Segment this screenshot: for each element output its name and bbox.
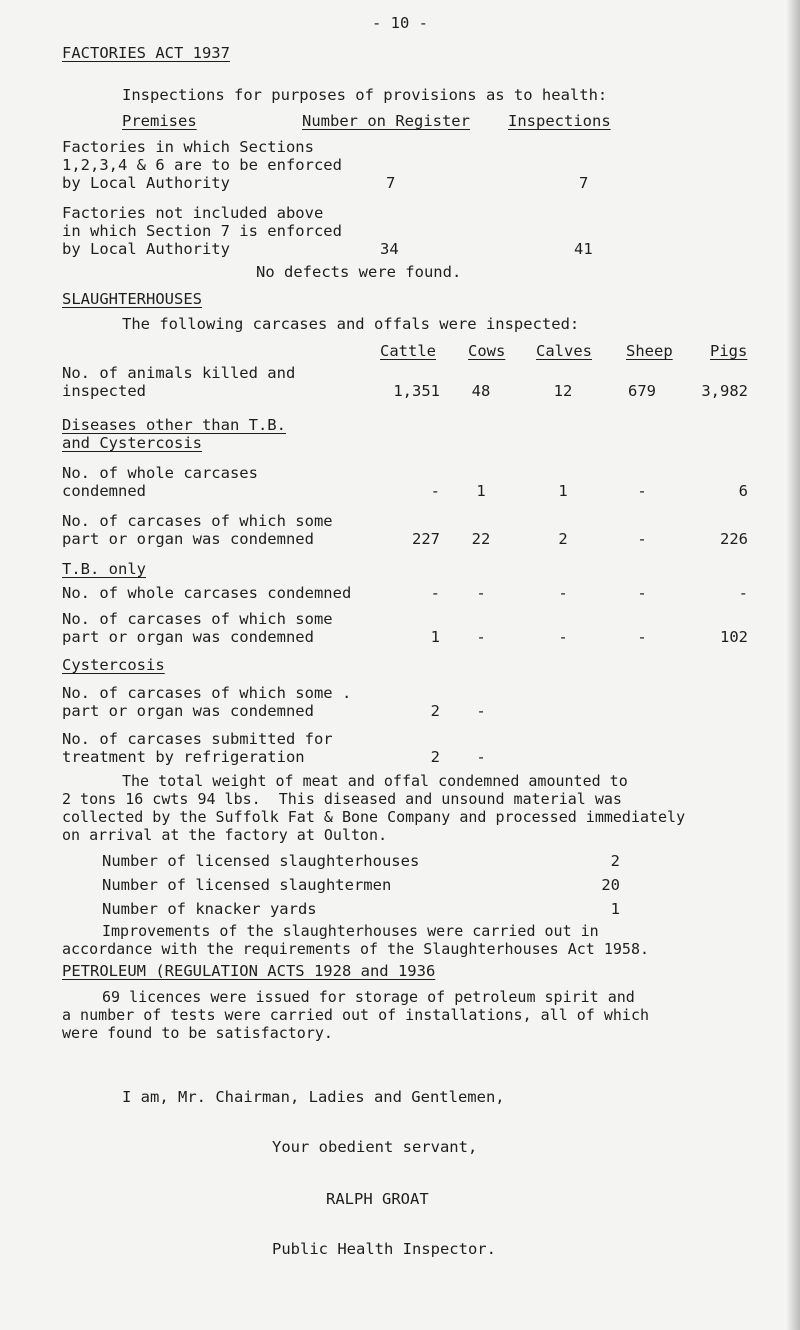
petroleum-para-line-3: were found to be satisfactory. [62,1024,333,1042]
col-cattle: Cattle [380,342,436,360]
tb-part-pigs: 102 [720,628,748,646]
factory-row-1-line-3: by Local Authority [62,174,230,192]
killed-label-line-1: No. of animals killed and [62,364,296,382]
count-slaughterhouses-label: Number of licensed slaughterhouses [102,852,420,870]
factory-row-1-line-2: 1,2,3,4 & 6 are to be enforced [62,156,342,174]
whole-condemned-pigs: 6 [738,482,748,500]
factory-row-2-inspections: 41 [574,240,593,258]
signatory-title: Public Health Inspector. [272,1240,496,1258]
killed-label-line-2: inspected [62,382,146,400]
factory-row-1-inspections: 7 [579,174,589,192]
improvements-line-1: Improvements of the slaughterhouses were carried out in [102,922,599,940]
factory-row-2-line-2: in which Section 7 is enforced [62,222,342,240]
col-inspections: Inspections [508,112,611,130]
factories-heading: FACTORIES ACT 1937 [62,44,230,62]
petroleum-para-line-2: a number of tests were carried out of installations, all of which [62,1006,649,1024]
part-condemned-line-1: No. of carcases of which some [62,512,333,530]
whole-condemned-line-1: No. of whole carcases [62,464,258,482]
part-condemned-calves: 2 [558,530,568,548]
closing-valediction: Your obedient servant, [272,1138,478,1156]
whole-condemned-calves: 1 [558,482,568,500]
part-condemned-sheep: - [637,530,647,548]
tb-whole-cows: - [476,584,486,602]
count-knacker-label: Number of knacker yards [102,900,317,918]
petroleum-para-line-1: 69 licences were issued for storage of petroleum spirit and [102,988,635,1006]
factory-row-1-line-1: Factories in which Sections [62,138,314,156]
killed-cattle: 1,351 [393,382,440,400]
cyst-refrig-cows: - [476,748,486,766]
part-condemned-line-2: part or organ was condemned [62,530,314,548]
tb-part-cattle: 1 [430,628,440,646]
diseases-heading-line-1: Diseases other than T.B. [62,416,286,434]
page-edge-shadow [786,0,800,1330]
tb-whole-calves: - [558,584,568,602]
col-premises: Premises [122,112,197,130]
tb-whole-pigs: - [738,584,748,602]
petroleum-heading: PETROLEUM (REGULATION ACTS 1928 and 1936 [62,962,436,980]
tb-whole-cattle: - [430,584,440,602]
col-register: Number on Register [302,112,470,130]
whole-condemned-line-2: condemned [62,482,146,500]
part-condemned-pigs: 226 [720,530,748,548]
whole-condemned-cattle: - [430,482,440,500]
total-para-line-1: The total weight of meat and offal condemned amounted to [122,772,628,790]
improvements-line-2: accordance with the requirements of the Slaughterhouses Act 1958. [62,940,649,958]
whole-condemned-cows: 1 [476,482,486,500]
cyst-refrig-cattle: 2 [430,748,440,766]
tb-part-line-1: No. of carcases of which some [62,610,333,628]
cyst-part-line-2: part or organ was condemned [62,702,314,720]
count-slaughterhouses-value: 2 [610,852,620,870]
whole-condemned-sheep: - [637,482,647,500]
cyst-part-line-1: No. of carcases of which some . [62,684,352,702]
tb-part-line-2: part or organ was condemned [62,628,314,646]
col-calves: Calves [536,342,592,360]
signatory-name: RALPH GROAT [326,1190,429,1208]
tb-heading: T.B. only [62,560,146,578]
factory-row-1-register: 7 [386,174,396,192]
killed-cows: 48 [471,382,491,400]
factories-intro: Inspections for purposes of provisions as to health: [122,86,608,104]
factory-row-2-line-3: by Local Authority [62,240,230,258]
factory-row-2-line-1: Factories not included above [62,204,324,222]
tb-whole-sheep: - [637,584,647,602]
killed-pigs: 3,982 [701,382,748,400]
slaughterhouses-intro: The following carcases and offals were inspected: [122,315,580,333]
total-para-line-3: collected by the Suffolk Fat & Bone Company and processed immediately [62,808,686,826]
closing-salutation: I am, Mr. Chairman, Ladies and Gentlemen, [122,1088,505,1106]
count-slaughtermen-label: Number of licensed slaughtermen [102,876,392,894]
diseases-heading-line-2: and Cystercosis [62,434,202,452]
total-para-line-4: on arrival at the factory at Oulton. [62,826,388,844]
cyst-refrig-line-2: treatment by refrigeration [62,748,305,766]
cyst-refrig-line-1: No. of carcases submitted for [62,730,333,748]
tb-part-calves: - [558,628,568,646]
tb-whole-line-1: No. of whole carcases condemned [62,584,352,602]
count-slaughtermen-value: 20 [601,876,620,894]
tb-part-cows: - [476,628,486,646]
cyst-part-cows: - [476,702,486,720]
killed-calves: 12 [553,382,573,400]
page-number: - 10 - [372,14,428,32]
col-sheep: Sheep [626,342,673,360]
slaughterhouses-heading: SLAUGHTERHOUSES [62,290,202,308]
col-pigs: Pigs [710,342,748,360]
part-condemned-cattle: 227 [412,530,440,548]
count-knacker-value: 1 [610,900,620,918]
col-cows: Cows [468,342,506,360]
factory-row-2-register: 34 [380,240,399,258]
cyst-part-cattle: 2 [430,702,440,720]
killed-sheep: 679 [628,382,656,400]
part-condemned-cows: 22 [471,530,491,548]
cyst-heading: Cystercosis [62,656,165,674]
factories-note: No defects were found. [256,263,462,281]
total-para-line-2: 2 tons 16 cwts 94 lbs. This diseased and unsound material was [62,790,622,808]
tb-part-sheep: - [637,628,647,646]
